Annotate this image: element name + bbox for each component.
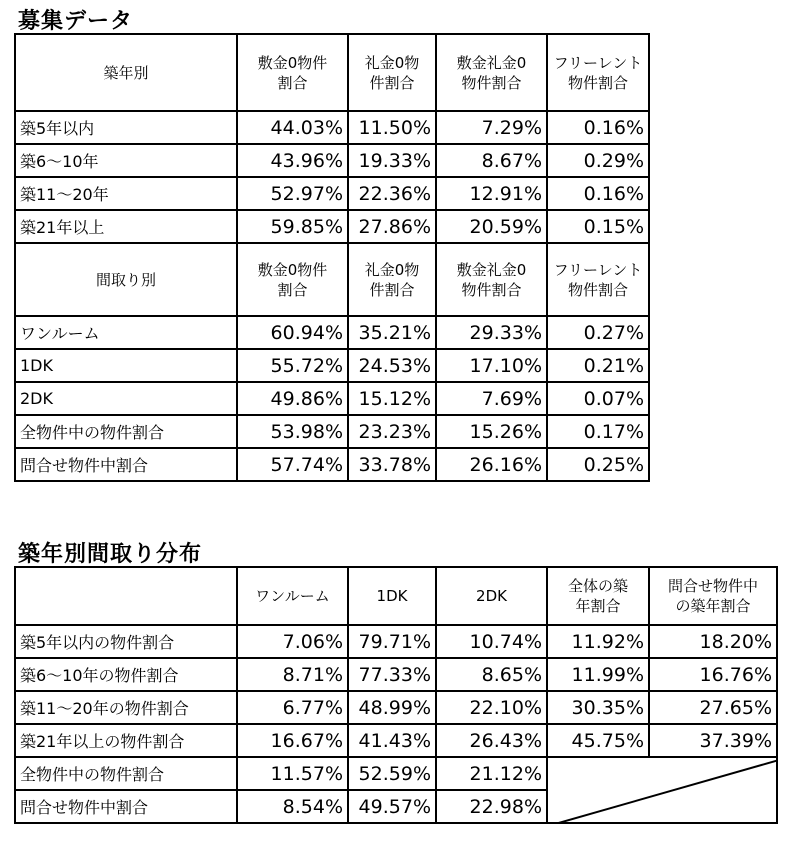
column-header: 敷金0物件 割合 [237,34,348,111]
table-header-row [15,567,777,625]
value-cell: 29.33% [436,316,547,349]
value-cell: 59.85% [237,210,348,243]
value-cell: 11.99% [547,658,649,691]
column-header: フリーレント 物件割合 [547,243,649,316]
column-header: 2DK [436,567,547,625]
value-cell: 35.21% [348,316,436,349]
value-cell: 55.72% [237,349,348,382]
row-label: 築5年以内 [15,111,237,144]
value-cell: 22.10% [436,691,547,724]
table1-title: 募集データ [18,9,134,34]
table-header-row [15,34,649,111]
value-cell: 0.27% [547,316,649,349]
value-cell: 8.54% [237,790,348,823]
value-cell: 30.35% [547,691,649,724]
diagonal-blank-cell [547,757,777,823]
row-label: 問合せ物件中割合 [15,448,237,481]
value-cell: 48.99% [348,691,436,724]
value-cell: 8.71% [237,658,348,691]
table2-title: 築年別間取り分布 [18,542,203,567]
column-header: 問合せ物件中 の築年割合 [649,567,777,625]
table-row [15,757,777,790]
value-cell: 11.57% [237,757,348,790]
table-row [15,448,649,481]
value-cell: 11.50% [348,111,436,144]
value-cell: 18.20% [649,625,777,658]
value-cell: 24.53% [348,349,436,382]
value-cell: 0.17% [547,415,649,448]
column-header: ワンルーム [237,567,348,625]
value-cell: 19.33% [348,144,436,177]
value-cell: 0.15% [547,210,649,243]
value-cell: 37.39% [649,724,777,757]
value-cell: 49.57% [348,790,436,823]
table-header-row [15,243,649,316]
table-row [15,691,777,724]
value-cell: 21.12% [436,757,547,790]
value-cell: 26.43% [436,724,547,757]
column-header: 1DK [348,567,436,625]
table-row [15,210,649,243]
table-row [15,177,649,210]
value-cell: 0.25% [547,448,649,481]
table-row [15,625,777,658]
table-row [15,658,777,691]
row-label: 築6～10年 [15,144,237,177]
value-cell: 7.69% [436,382,547,415]
value-cell: 79.71% [348,625,436,658]
corner-cell [15,567,237,625]
value-cell: 0.07% [547,382,649,415]
value-cell: 49.86% [237,382,348,415]
value-cell: 22.98% [436,790,547,823]
value-cell: 16.67% [237,724,348,757]
table-row [15,111,649,144]
value-cell: 0.16% [547,177,649,210]
value-cell: 8.67% [436,144,547,177]
column-header: 敷金礼金0 物件割合 [436,243,547,316]
row-label: 問合せ物件中割合 [15,790,237,823]
value-cell: 26.16% [436,448,547,481]
value-cell: 57.74% [237,448,348,481]
age-layout-distribution-table [14,566,778,824]
value-cell: 27.86% [348,210,436,243]
column-header: 礼金0物 件割合 [348,243,436,316]
value-cell: 44.03% [237,111,348,144]
value-cell: 20.59% [436,210,547,243]
column-header: 敷金礼金0 物件割合 [436,34,547,111]
value-cell: 0.29% [547,144,649,177]
recruitment-data-table [14,33,650,482]
value-cell: 7.06% [237,625,348,658]
value-cell: 10.74% [436,625,547,658]
row-label: 1DK [15,349,237,382]
section-header-label: 間取り別 [15,243,237,316]
table-row [15,382,649,415]
table-row [15,415,649,448]
value-cell: 11.92% [547,625,649,658]
table-row [15,724,777,757]
value-cell: 53.98% [237,415,348,448]
value-cell: 12.91% [436,177,547,210]
row-label: 築11～20年 [15,177,237,210]
row-label: 築11～20年の物件割合 [15,691,237,724]
value-cell: 22.36% [348,177,436,210]
value-cell: 27.65% [649,691,777,724]
row-label: 全物件中の物件割合 [15,757,237,790]
value-cell: 60.94% [237,316,348,349]
row-label: 築21年以上 [15,210,237,243]
column-header: 敷金0物件 割合 [237,243,348,316]
row-label: 築6～10年の物件割合 [15,658,237,691]
table-row [15,316,649,349]
value-cell: 43.96% [237,144,348,177]
value-cell: 52.97% [237,177,348,210]
value-cell: 16.76% [649,658,777,691]
table-row [15,144,649,177]
value-cell: 23.23% [348,415,436,448]
table-row [15,349,649,382]
row-label: 2DK [15,382,237,415]
value-cell: 6.77% [237,691,348,724]
value-cell: 7.29% [436,111,547,144]
diagonal-line [548,758,777,823]
value-cell: 45.75% [547,724,649,757]
value-cell: 77.33% [348,658,436,691]
value-cell: 33.78% [348,448,436,481]
value-cell: 0.21% [547,349,649,382]
row-label: ワンルーム [15,316,237,349]
column-header: フリーレント 物件割合 [547,34,649,111]
value-cell: 15.12% [348,382,436,415]
value-cell: 0.16% [547,111,649,144]
row-label: 築5年以内の物件割合 [15,625,237,658]
value-cell: 41.43% [348,724,436,757]
value-cell: 52.59% [348,757,436,790]
column-header: 礼金0物 件割合 [348,34,436,111]
section-header-label: 築年別 [15,34,237,111]
column-header: 全体の築 年割合 [547,567,649,625]
row-label: 築21年以上の物件割合 [15,724,237,757]
value-cell: 17.10% [436,349,547,382]
value-cell: 8.65% [436,658,547,691]
value-cell: 15.26% [436,415,547,448]
row-label: 全物件中の物件割合 [15,415,237,448]
